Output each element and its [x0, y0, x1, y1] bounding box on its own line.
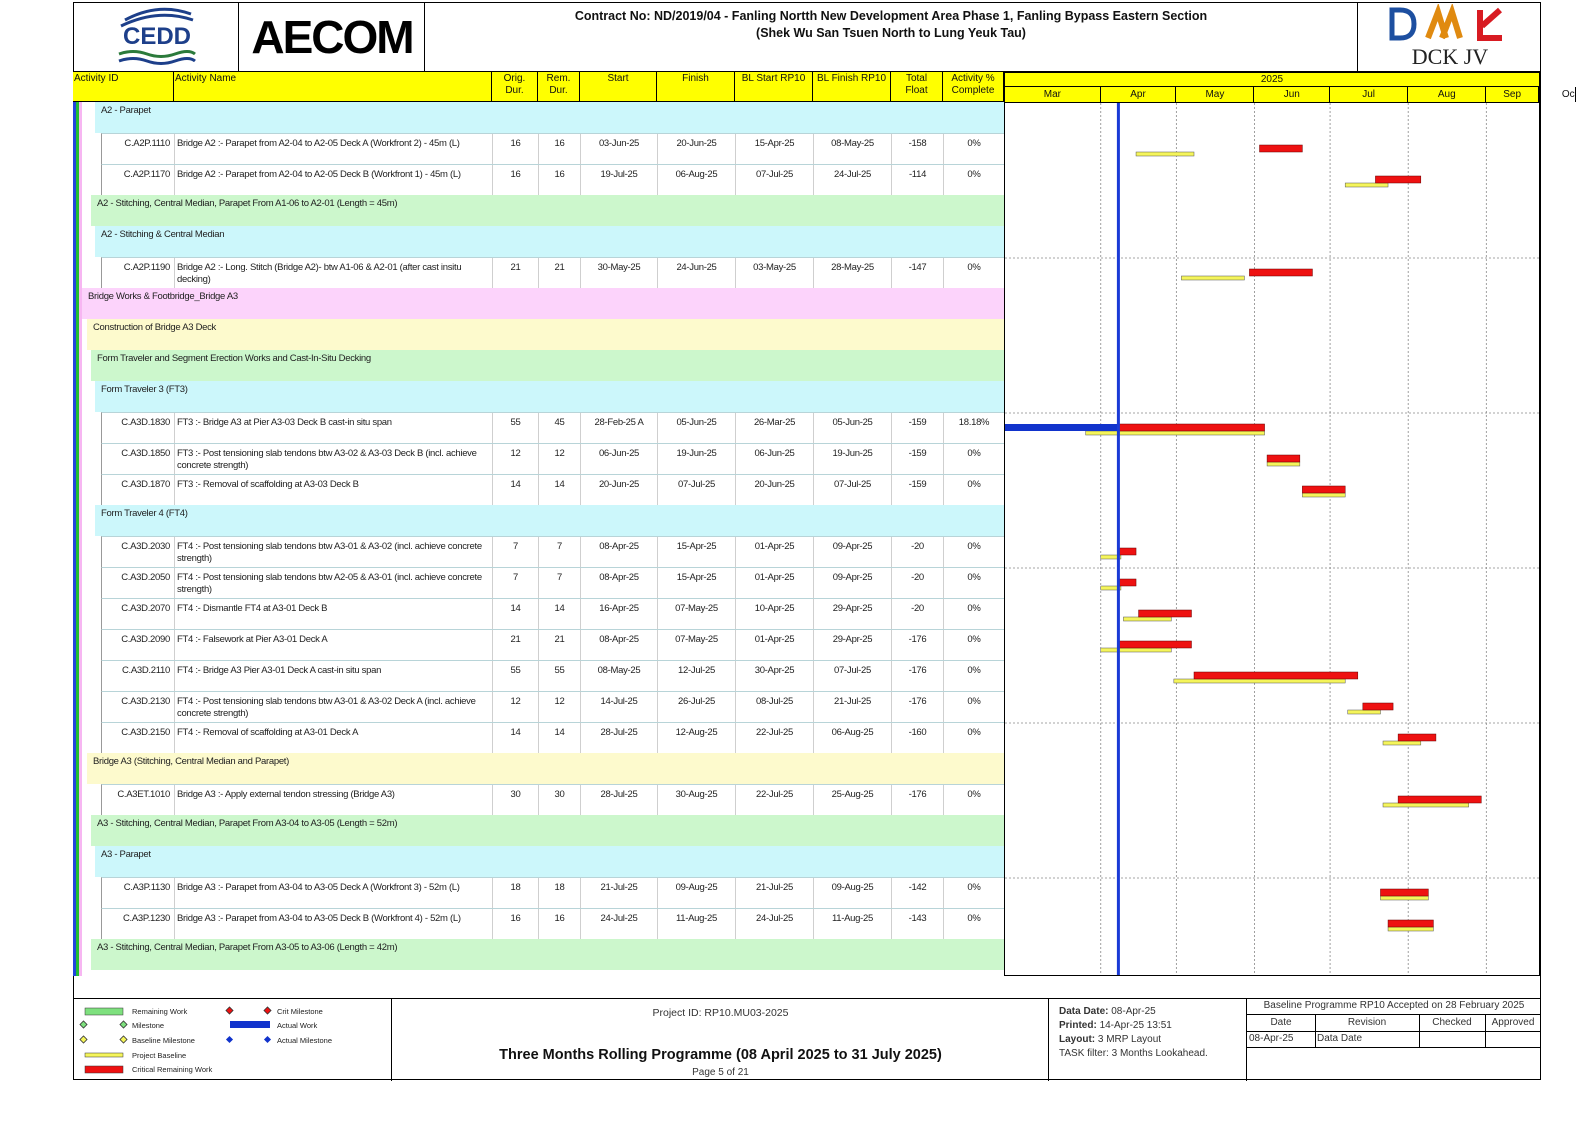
- data-date: 08-Apr-25: [1111, 1006, 1156, 1017]
- cell-float: -159: [892, 444, 944, 475]
- legend-baseline-milestone: Baseline Milestone: [132, 1036, 195, 1045]
- cell-bl-start: 03-May-25: [736, 258, 814, 289]
- contract-title: [425, 2, 1357, 72]
- cell-float: -176: [892, 661, 944, 692]
- cell-name: FT4 :- Post tensioning slab tendons btw A3-01 & A3-02 (incl. achieve concrete strength): [175, 537, 493, 568]
- cell-rem: 12: [539, 692, 581, 723]
- cell-bl-start: 08-Jul-25: [736, 692, 814, 723]
- critical-remaining-bar: [1388, 920, 1433, 927]
- cell-orig: 18: [493, 878, 539, 909]
- cell-bl-finish: 29-Apr-25: [814, 599, 892, 630]
- task-row[interactable]: [101, 164, 1004, 195]
- critical-remaining-bar: [1118, 548, 1136, 555]
- task-row[interactable]: [101, 257, 1004, 288]
- data-date-line: [1117, 103, 1120, 975]
- critical-remaining-bar: [1398, 796, 1481, 803]
- cell-float: -159: [892, 413, 944, 444]
- baseline-bar: [1388, 927, 1433, 931]
- critical-remaining-bar: [1363, 703, 1393, 710]
- cell-finish: 30-Aug-25: [658, 785, 736, 816]
- cell-start: 19-Jul-25: [581, 165, 658, 196]
- printed-date: 14-Apr-25 13:51: [1099, 1020, 1172, 1031]
- cell-orig: 14: [493, 723, 539, 754]
- col-activity-id[interactable]: Activity ID: [73, 72, 174, 102]
- cell-pct: 18.18%: [944, 413, 1005, 444]
- cell-id: C.A3D.2030: [102, 537, 175, 568]
- cell-pct: 0%: [944, 475, 1005, 506]
- critical-remaining-bar: [1260, 145, 1303, 152]
- cell-pct: 0%: [944, 258, 1005, 289]
- page-number: Page 5 of 21: [692, 1067, 749, 1078]
- cell-bl-finish: 28-May-25: [814, 258, 892, 289]
- cell-id: C.A3D.1830: [102, 413, 175, 444]
- cell-id: C.A3D.1870: [102, 475, 175, 506]
- legend-actual-work: Actual Work: [277, 1021, 318, 1030]
- col-rem-dur[interactable]: Rem. Dur.: [538, 72, 580, 102]
- cell-name: FT4 :- Dismantle FT4 at A3-01 Deck B: [175, 599, 493, 630]
- cell-id: C.A3P.1130: [102, 878, 175, 909]
- cell-id: C.A2P.1190: [102, 258, 175, 289]
- baseline-bar: [1174, 679, 1345, 683]
- month-label: Aug: [1408, 87, 1486, 102]
- cell-id: C.A3D.2130: [102, 692, 175, 723]
- group-label: Bridge A3 (Stitching, Central Median and Parapet): [93, 756, 290, 767]
- cell-start: 06-Jun-25: [581, 444, 658, 475]
- cell-pct: 0%: [944, 568, 1005, 599]
- cell-float: -20: [892, 537, 944, 568]
- task-row[interactable]: [101, 691, 1004, 722]
- cell-bl-start: 07-Jul-25: [736, 165, 814, 196]
- group-row[interactable]: [87, 753, 1004, 784]
- programme-title: Three Months Rolling Programme (08 April 2025 to 31 July 2025): [499, 1047, 942, 1063]
- critical-remaining-bar: [1267, 455, 1300, 462]
- gantt-year: 2025: [1260, 74, 1284, 85]
- month-label: Jul: [1330, 87, 1408, 102]
- critical-remaining-bar: [1118, 579, 1136, 586]
- cell-id: C.A3D.1850: [102, 444, 175, 475]
- layout-name: 3 MRP Layout: [1097, 1034, 1162, 1045]
- cell-float: -143: [892, 909, 944, 940]
- baseline-bar: [1383, 741, 1421, 745]
- cell-float: -176: [892, 785, 944, 816]
- baseline-bar: [1123, 617, 1171, 621]
- col-finish[interactable]: Finish: [657, 72, 735, 102]
- cell-bl-finish: 05-Jun-25: [814, 413, 892, 444]
- cell-finish: 07-May-25: [658, 630, 736, 661]
- cell-pct: 0%: [944, 630, 1005, 661]
- cell-bl-finish: 09-Apr-25: [814, 568, 892, 599]
- cell-orig: 30: [493, 785, 539, 816]
- cell-rem: 16: [539, 134, 581, 165]
- cell-finish: 26-Jul-25: [658, 692, 736, 723]
- page-header: [73, 2, 1541, 72]
- cell-bl-start: 26-Mar-25: [736, 413, 814, 444]
- task-row[interactable]: [101, 567, 1004, 598]
- cell-bl-finish: 25-Aug-25: [814, 785, 892, 816]
- cell-rem: 30: [539, 785, 581, 816]
- gantt-chart: [1004, 72, 1575, 976]
- legend-remaining-work-swatch: [85, 1008, 123, 1015]
- cell-float: -176: [892, 692, 944, 723]
- group-row[interactable]: [95, 846, 1004, 877]
- group-label: Construction of Bridge A3 Deck: [93, 322, 217, 333]
- cell-bl-start: 30-Apr-25: [736, 661, 814, 692]
- cell-float: -159: [892, 475, 944, 506]
- cell-finish: 07-Jul-25: [658, 475, 736, 506]
- cell-name: Bridge A2 :- Parapet from A2-04 to A2-05 Deck A (Workfront 2) - 45m (L): [175, 134, 493, 165]
- critical-remaining-bar: [1375, 176, 1420, 183]
- cell-name: FT3 :- Removal of scaffolding at A3-03 Deck B: [175, 475, 493, 506]
- contract-title-line2: (Shek Wu San Tsuen North to Lung Yeuk Tau): [756, 26, 1026, 40]
- cell-start: 28-Jul-25: [581, 785, 658, 816]
- legend-remaining-work: Remaining Work: [132, 1007, 188, 1016]
- gantt-bars: [1005, 103, 1539, 975]
- cell-bl-finish: 08-May-25: [814, 134, 892, 165]
- cell-rem: 16: [539, 165, 581, 196]
- cell-rem: 21: [539, 258, 581, 289]
- cell-bl-start: 01-Apr-25: [736, 537, 814, 568]
- cell-name: FT4 :- Bridge A3 Pier A3-01 Deck A cast-in situ span: [175, 661, 493, 692]
- cell-finish: 05-Jun-25: [658, 413, 736, 444]
- dck-jv-logo: [1357, 2, 1541, 72]
- cell-id: C.A3D.2070: [102, 599, 175, 630]
- cell-pct: 0%: [944, 134, 1005, 165]
- cell-pct: 0%: [944, 909, 1005, 940]
- task-row[interactable]: [101, 877, 1004, 908]
- cell-bl-start: 21-Jul-25: [736, 878, 814, 909]
- cell-orig: 16: [493, 134, 539, 165]
- cedd-logo: [73, 2, 239, 72]
- group-label: A2 - Stitching & Central Median: [101, 229, 225, 240]
- cell-orig: 12: [493, 444, 539, 475]
- task-row[interactable]: [101, 784, 1004, 815]
- cell-finish: 19-Jun-25: [658, 444, 736, 475]
- group-row[interactable]: [91, 815, 1004, 846]
- cell-float: -20: [892, 568, 944, 599]
- col-complete[interactable]: Activity % Complete: [943, 72, 1004, 102]
- legend-crit-milestone: Crit Milestone: [277, 1007, 323, 1016]
- group-label: Form Traveler 4 (FT4): [101, 508, 188, 519]
- cell-finish: 15-Apr-25: [658, 568, 736, 599]
- month-label: Mar: [1005, 87, 1101, 102]
- task-row[interactable]: [101, 474, 1004, 505]
- cell-name: Bridge A3 :- Parapet from A3-04 to A3-05 Deck A (Workfront 3) - 52m (L): [175, 878, 493, 909]
- cell-start: 30-May-25: [581, 258, 658, 289]
- cell-pct: 0%: [944, 165, 1005, 196]
- critical-remaining-bar: [1380, 889, 1428, 896]
- cell-bl-start: 01-Apr-25: [736, 630, 814, 661]
- dck-logo-text: DCK JV: [1411, 44, 1489, 69]
- aecom-logo: [239, 2, 425, 72]
- baseline-bar: [1086, 431, 1265, 435]
- baseline-bar: [1345, 183, 1388, 187]
- actual-work-bar: [1005, 424, 1118, 431]
- cell-bl-start: 24-Jul-25: [736, 909, 814, 940]
- task-row[interactable]: [101, 908, 1004, 939]
- legend-swatches: [73, 999, 392, 1081]
- task-row[interactable]: [101, 443, 1004, 474]
- cell-orig: 21: [493, 258, 539, 289]
- print-info: Data Date: 08-Apr-25 Printed: 14-Apr-25 13:51 Layout: 3 MRP Layout TASK filter: 3 Months Lookahead.: [1049, 999, 1247, 1081]
- group-row[interactable]: [91, 939, 1004, 970]
- cell-id: C.A3P.1230: [102, 909, 175, 940]
- cell-name: FT3 :- Post tensioning slab tendons btw A3-02 & A3-03 Deck B (incl. achieve concrete strength): [175, 444, 493, 475]
- task-row[interactable]: [101, 660, 1004, 691]
- cell-pct: 0%: [944, 692, 1005, 723]
- cell-rem: 7: [539, 568, 581, 599]
- cell-start: 28-Jul-25: [581, 723, 658, 754]
- group-label: A3 - Stitching, Central Median, Parapet From A3-05 to A3-06 (Length = 42m): [97, 942, 398, 953]
- cell-bl-start: 22-Jul-25: [736, 723, 814, 754]
- dck-logo-icon: [1358, 4, 1542, 44]
- cell-name: Bridge A3 :- Apply external tendon stressing (Bridge A3): [175, 785, 493, 816]
- cell-rem: 21: [539, 630, 581, 661]
- cedd-logo-icon: [73, 2, 239, 72]
- cell-start: 14-Jul-25: [581, 692, 658, 723]
- critical-remaining-bar: [1118, 424, 1264, 431]
- critical-remaining-bar: [1398, 734, 1436, 741]
- group-row[interactable]: [91, 350, 1004, 381]
- cell-float: -176: [892, 630, 944, 661]
- cell-bl-finish: 07-Jul-25: [814, 475, 892, 506]
- month-label: Apr: [1101, 87, 1177, 102]
- cell-bl-finish: 24-Jul-25: [814, 165, 892, 196]
- cell-bl-start: 06-Jun-25: [736, 444, 814, 475]
- cell-start: 21-Jul-25: [581, 878, 658, 909]
- contract-title-line1: Contract No: ND/2019/04 - Fanling Nortth New Development Area Phase 1, Fanling Bypass Eastern Section: [574, 9, 1208, 23]
- month-label: Sep: [1486, 87, 1539, 102]
- cell-pct: 0%: [944, 537, 1005, 568]
- cell-orig: 14: [493, 599, 539, 630]
- baseline-bar: [1383, 803, 1469, 807]
- cell-bl-finish: 09-Apr-25: [814, 537, 892, 568]
- cell-float: -20: [892, 599, 944, 630]
- group-label: A2 - Parapet: [101, 105, 151, 116]
- cell-name: FT4 :- Removal of scaffolding at A3-01 Deck A: [175, 723, 493, 754]
- cell-pct: 0%: [944, 444, 1005, 475]
- cell-id: C.A3D.2110: [102, 661, 175, 692]
- cell-orig: 16: [493, 909, 539, 940]
- group-row[interactable]: [95, 102, 1004, 133]
- project-id: Project ID: RP10.MU03-2025: [652, 1007, 789, 1019]
- revision-desc: Data Date: [1317, 1033, 1363, 1044]
- cell-name: Bridge A2 :- Parapet from A2-04 to A2-05 Deck B (Workfront 1) - 45m (L): [175, 165, 493, 196]
- baseline-bar: [1136, 152, 1194, 156]
- group-label: A3 - Parapet: [101, 849, 151, 860]
- cell-pct: 0%: [944, 878, 1005, 909]
- cell-start: 03-Jun-25: [581, 134, 658, 165]
- month-label: Oc: [1561, 89, 1575, 100]
- cell-orig: 55: [493, 661, 539, 692]
- task-row[interactable]: [101, 722, 1004, 753]
- group-label: Form Traveler 3 (FT3): [101, 384, 188, 395]
- group-row[interactable]: [95, 381, 1004, 412]
- cell-orig: 7: [493, 568, 539, 599]
- cell-start: 16-Apr-25: [581, 599, 658, 630]
- group-label: A3 - Stitching, Central Median, Parapet From A3-04 to A3-05 (Length = 52m): [97, 818, 398, 829]
- footer-title-block: [392, 999, 1049, 1081]
- cell-finish: 07-May-25: [658, 599, 736, 630]
- cell-bl-finish: 07-Jul-25: [814, 661, 892, 692]
- group-row[interactable]: [95, 505, 1004, 536]
- legend-milestone: Milestone: [132, 1021, 165, 1030]
- cell-float: -142: [892, 878, 944, 909]
- cell-finish: 20-Jun-25: [658, 134, 736, 165]
- cell-id: C.A3D.2150: [102, 723, 175, 754]
- legend-project-baseline: Project Baseline: [132, 1051, 187, 1060]
- col-bl-finish[interactable]: BL Finish RP10: [813, 72, 891, 102]
- cell-bl-finish: 19-Jun-25: [814, 444, 892, 475]
- cell-rem: 45: [539, 413, 581, 444]
- cell-bl-finish: 21-Jul-25: [814, 692, 892, 723]
- cell-orig: 7: [493, 537, 539, 568]
- baseline-bar: [1181, 276, 1244, 280]
- cell-name: FT4 :- Post tensioning slab tendons btw A3-01 & A3-02 Deck A (incl. achieve concrete strength): [175, 692, 493, 723]
- cell-id: C.A2P.1110: [102, 134, 175, 165]
- cell-float: -114: [892, 165, 944, 196]
- cell-start: 08-Apr-25: [581, 568, 658, 599]
- legend-critical-remaining-work: Critical Remaining Work: [132, 1065, 213, 1074]
- task-row[interactable]: [101, 412, 1004, 443]
- baseline-bar: [1267, 462, 1300, 466]
- cell-finish: 09-Aug-25: [658, 878, 736, 909]
- cell-finish: 24-Jun-25: [658, 258, 736, 289]
- cell-start: 08-Apr-25: [581, 537, 658, 568]
- cell-orig: 55: [493, 413, 539, 444]
- baseline-bar: [1348, 710, 1381, 714]
- cell-finish: 11-Aug-25: [658, 909, 736, 940]
- aecom-logo-text: AECOM: [251, 11, 413, 63]
- cell-orig: 14: [493, 475, 539, 506]
- baseline-bar: [1302, 493, 1345, 497]
- cell-finish: 12-Jul-25: [658, 661, 736, 692]
- cell-float: -147: [892, 258, 944, 289]
- legend-actual-milestone: Actual Milestone: [277, 1036, 333, 1045]
- task-filter: TASK filter: 3 Months Lookahead.: [1059, 1048, 1208, 1059]
- cell-float: -158: [892, 134, 944, 165]
- cell-bl-finish: 06-Aug-25: [814, 723, 892, 754]
- cell-rem: 16: [539, 909, 581, 940]
- legend: [73, 999, 392, 1081]
- col-orig-dur[interactable]: Orig. Dur.: [492, 72, 538, 102]
- page-footer: [73, 998, 1541, 1080]
- cell-rem: 14: [539, 475, 581, 506]
- cedd-logo-text: CEDD: [122, 23, 192, 50]
- outline-strip-pink: [79, 102, 82, 976]
- baseline-bar: [1380, 896, 1428, 900]
- col-total-float[interactable]: Total Float: [891, 72, 943, 102]
- cell-bl-finish: 29-Apr-25: [814, 630, 892, 661]
- cell-name: FT3 :- Bridge A3 at Pier A3-03 Deck B cast-in situ span: [175, 413, 493, 444]
- task-row[interactable]: [101, 598, 1004, 629]
- cell-bl-start: 22-Jul-25: [736, 785, 814, 816]
- cell-finish: 15-Apr-25: [658, 537, 736, 568]
- group-row[interactable]: [87, 319, 1004, 350]
- group-label: A2 - Stitching, Central Median, Parapet From A1-06 to A2-01 (Length = 45m): [97, 198, 398, 209]
- gantt-month-header: [1005, 87, 1575, 103]
- cell-bl-start: 01-Apr-25: [736, 568, 814, 599]
- cell-finish: 06-Aug-25: [658, 165, 736, 196]
- cell-bl-finish: 09-Aug-25: [814, 878, 892, 909]
- cell-name: Bridge A2 :- Long. Stitch (Bridge A2)- btw A1-06 & A2-01 (after cast insitu decking): [175, 258, 493, 289]
- cell-rem: 7: [539, 537, 581, 568]
- cell-pct: 0%: [944, 785, 1005, 816]
- month-label: Jun: [1254, 87, 1330, 102]
- group-row[interactable]: [95, 226, 1004, 257]
- group-row[interactable]: [82, 288, 1004, 319]
- col-bl-start[interactable]: BL Start RP10: [735, 72, 813, 102]
- cell-start: 08-May-25: [581, 661, 658, 692]
- cell-id: C.A3D.2050: [102, 568, 175, 599]
- cell-rem: 14: [539, 599, 581, 630]
- task-row[interactable]: [101, 629, 1004, 660]
- revision-table: Baseline Programme RP10 Accepted on 28 February 2025 Date Revision Checked Approved 08-Apr-25 Data Date: [1247, 999, 1541, 1081]
- cell-start: 20-Jun-25: [581, 475, 658, 506]
- cell-orig: 16: [493, 165, 539, 196]
- cell-float: -160: [892, 723, 944, 754]
- critical-remaining-bar: [1118, 641, 1191, 648]
- col-start[interactable]: Start: [580, 72, 657, 102]
- cell-rem: 18: [539, 878, 581, 909]
- cell-bl-finish: 11-Aug-25: [814, 909, 892, 940]
- gantt-year-header: [1005, 73, 1539, 87]
- cell-finish: 12-Aug-25: [658, 723, 736, 754]
- group-label: Form Traveler and Segment Erection Works and Cast-In-Situ Decking: [97, 353, 371, 364]
- cell-pct: 0%: [944, 661, 1005, 692]
- critical-remaining-bar: [1249, 269, 1312, 276]
- task-row[interactable]: [101, 536, 1004, 567]
- baseline-title: Baseline Programme RP10 Accepted on 28 February 2025: [1263, 1000, 1525, 1011]
- cell-pct: 0%: [944, 723, 1005, 754]
- cell-bl-start: 20-Jun-25: [736, 475, 814, 506]
- cell-orig: 21: [493, 630, 539, 661]
- cell-name: Bridge A3 :- Parapet from A3-04 to A3-05 Deck B (Workfront 4) - 52m (L): [175, 909, 493, 940]
- cell-id: C.A2P.1170: [102, 165, 175, 196]
- task-row[interactable]: [101, 133, 1004, 164]
- critical-remaining-bar: [1302, 486, 1345, 493]
- cell-pct: 0%: [944, 599, 1005, 630]
- cell-orig: 12: [493, 692, 539, 723]
- cell-bl-start: 10-Apr-25: [736, 599, 814, 630]
- cell-id: C.A3D.2090: [102, 630, 175, 661]
- critical-remaining-bar: [1194, 672, 1358, 679]
- baseline-bar: [1101, 648, 1172, 652]
- cell-rem: 14: [539, 723, 581, 754]
- col-activity-name[interactable]: Activity Name: [174, 72, 492, 102]
- cell-id: C.A3ET.1010: [102, 785, 175, 816]
- cell-start: 08-Apr-25: [581, 630, 658, 661]
- revision-date: 08-Apr-25: [1249, 1033, 1294, 1044]
- cell-bl-start: 15-Apr-25: [736, 134, 814, 165]
- month-label: May: [1176, 87, 1254, 102]
- cell-rem: 12: [539, 444, 581, 475]
- cell-name: FT4 :- Falsework at Pier A3-01 Deck A: [175, 630, 493, 661]
- cell-start: 28-Feb-25 A: [581, 413, 658, 444]
- critical-remaining-bar: [1139, 610, 1192, 617]
- cell-name: FT4 :- Post tensioning slab tendons btw A2-05 & A3-01 (incl. achieve concrete strength): [175, 568, 493, 599]
- cell-rem: 55: [539, 661, 581, 692]
- group-label: Bridge Works & Footbridge_Bridge A3: [88, 291, 238, 302]
- group-row[interactable]: [91, 195, 1004, 226]
- cell-start: 24-Jul-25: [581, 909, 658, 940]
